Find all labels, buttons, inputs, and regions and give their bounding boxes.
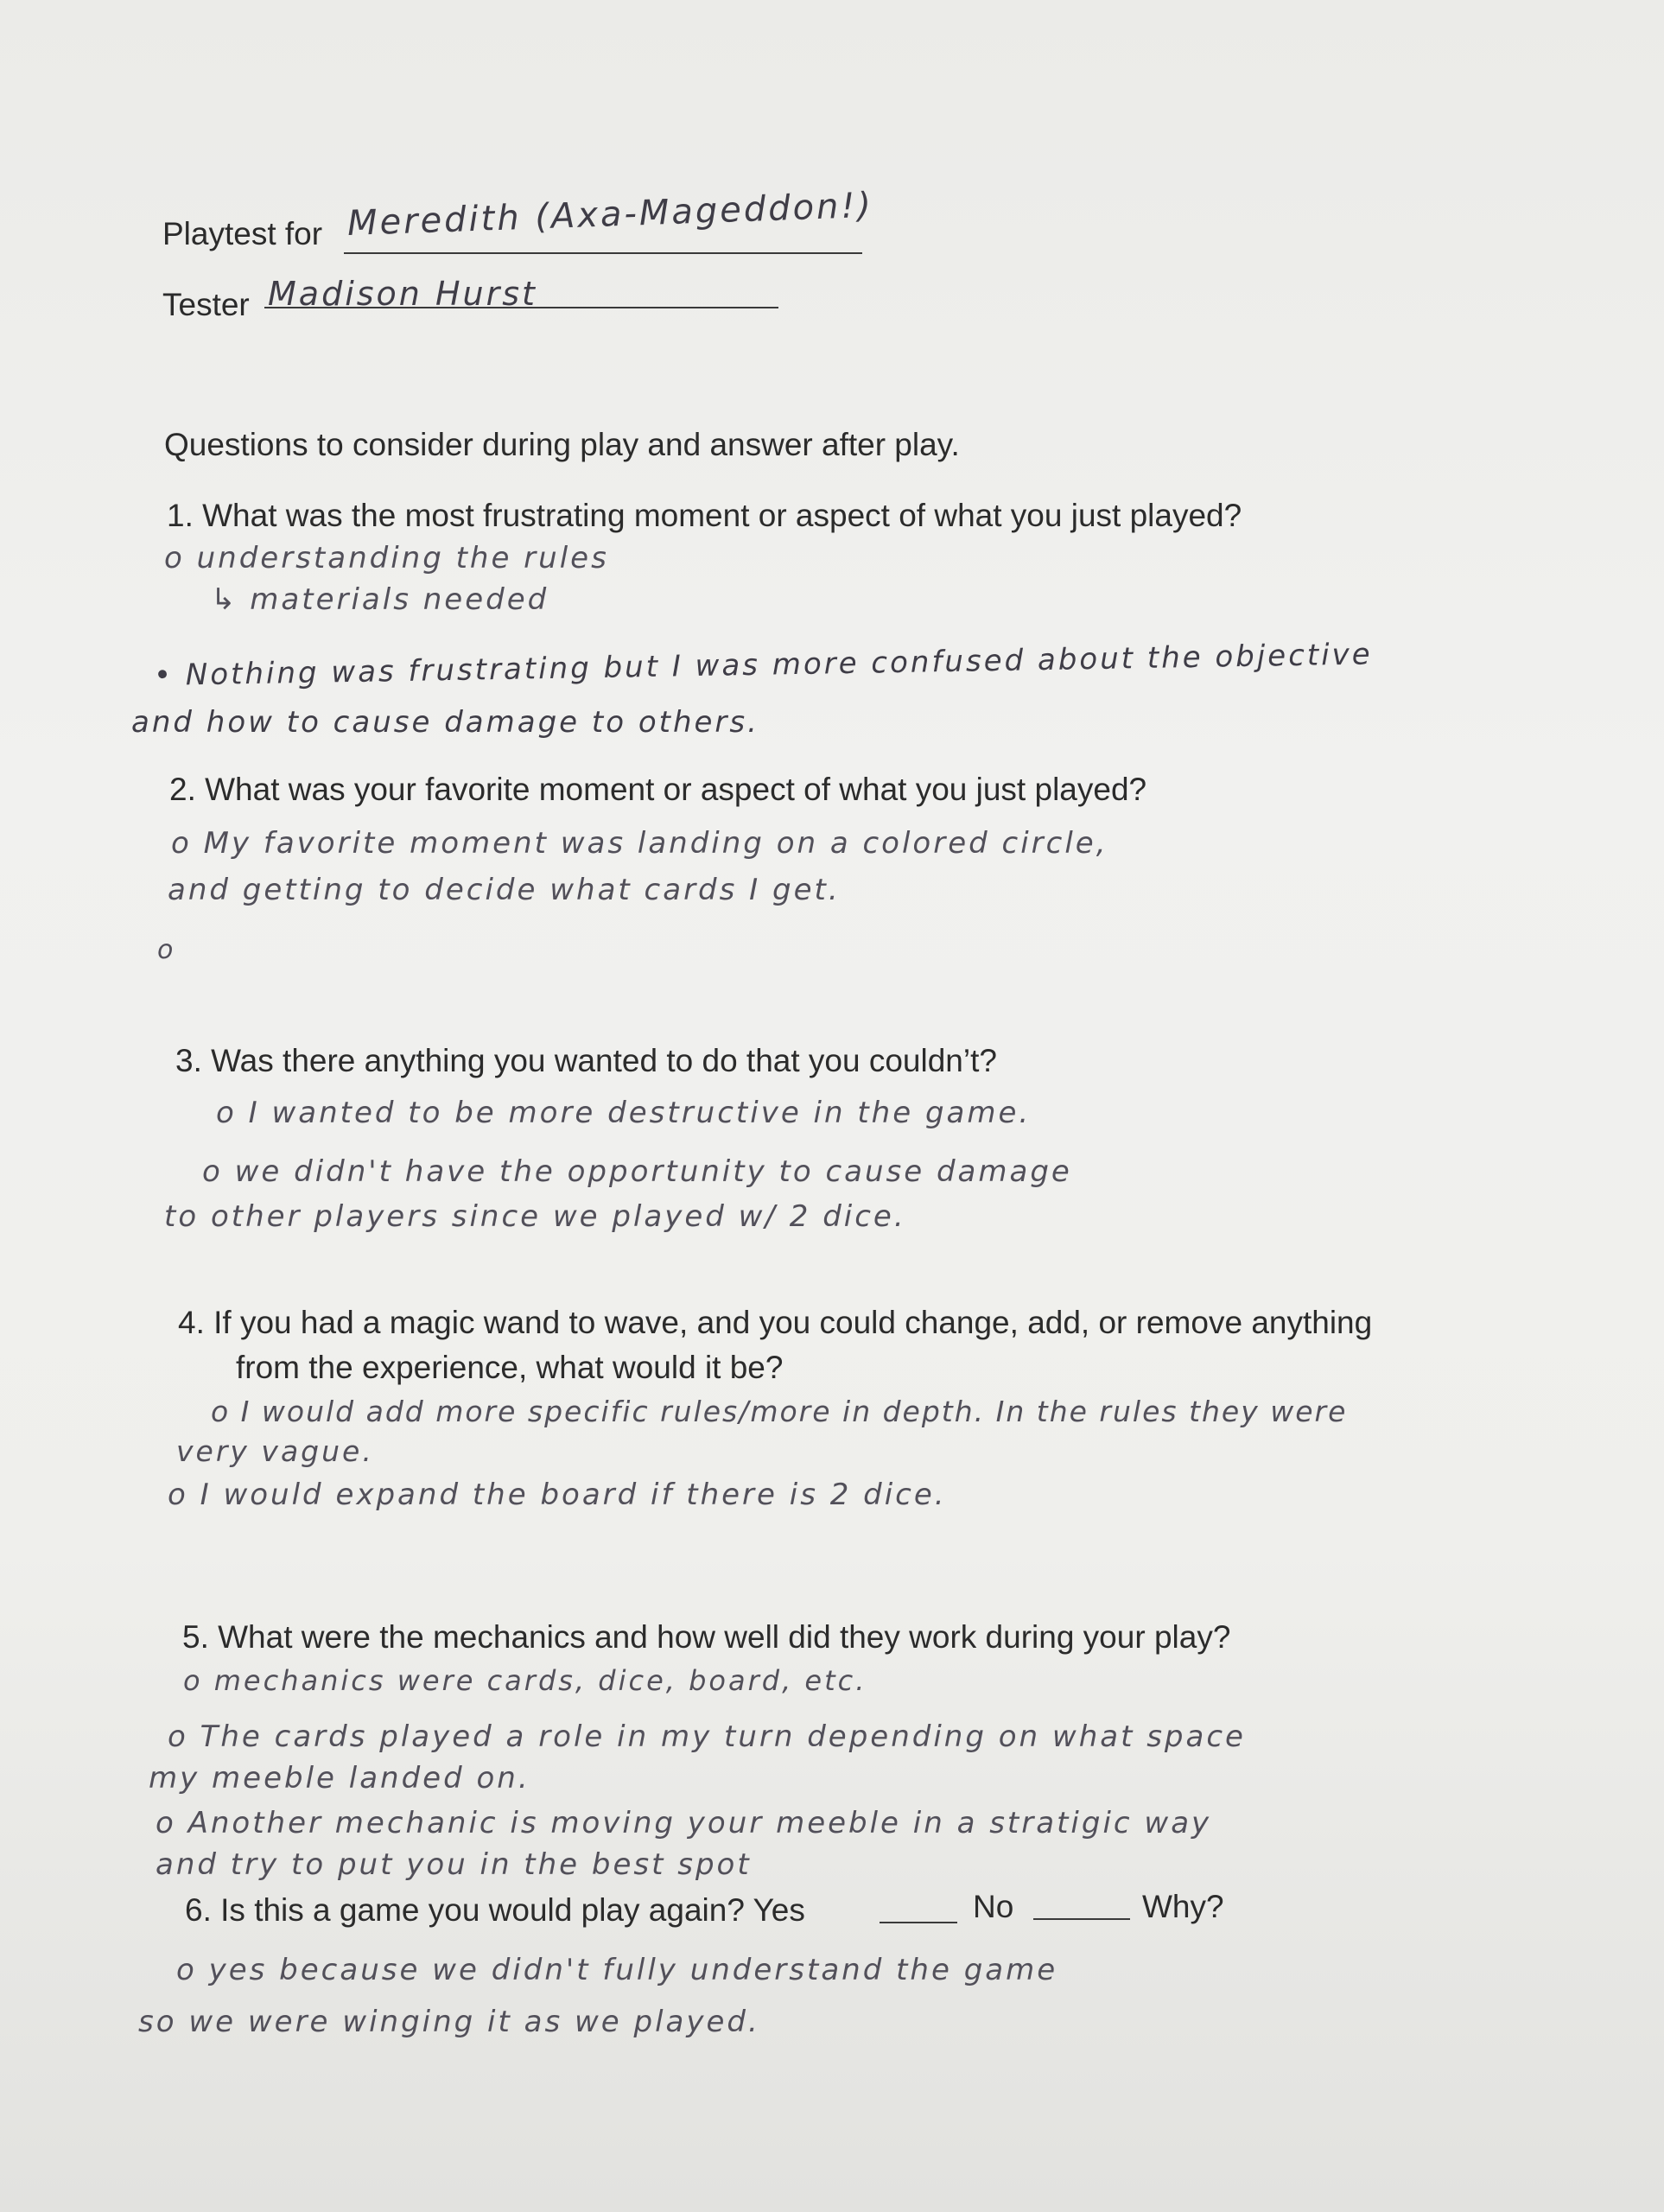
q6-yes-blank xyxy=(880,1922,957,1923)
q2-answer-1: o My favorite moment was landing on a colored circle, xyxy=(171,826,1108,861)
question-2: 2. What was your favorite moment or aspect of what you just played? xyxy=(169,772,1147,807)
q6-answer-1: o yes because we didn't fully understand the game xyxy=(176,1953,1058,1987)
question-5: 5. What were the mechanics and how well did they work during your play? xyxy=(182,1619,1231,1655)
q5-answer-2: o The cards played a role in my turn depending on what space xyxy=(168,1719,1246,1754)
playtest-underline xyxy=(344,252,862,254)
q1-answer-3: • Nothing was frustrating but I was more confused about the objective xyxy=(153,637,1373,693)
playtest-label: Playtest for xyxy=(162,216,323,251)
intro-text: Questions to consider during play and answer after play. xyxy=(164,427,960,462)
q5-answer-4: o Another mechanic is moving your meeble in a stratigic way xyxy=(156,1806,1212,1840)
q6-no-blank xyxy=(1033,1918,1130,1920)
q5-answer-3: my meeble landed on. xyxy=(149,1761,530,1796)
playtest-value: Meredith (Axa-Mageddon!) xyxy=(346,185,874,244)
q6-no-label: No xyxy=(973,1889,1014,1924)
q3-answer-1: o I wanted to be more destructive in the game. xyxy=(216,1096,1032,1130)
q5-answer-5: and try to put you in the best spot xyxy=(156,1847,752,1882)
q1-answer-1: o understanding the rules xyxy=(164,541,609,575)
q4-answer-1: o I would add more specific rules/more in depth. In the rules they were xyxy=(211,1395,1348,1428)
q6-answer-2: so we were winging it as we played. xyxy=(138,2005,760,2039)
q2-answer-2: and getting to decide what cards I get. xyxy=(168,873,841,907)
q1-answer-2: ↳ materials needed xyxy=(211,582,549,617)
q1-answer-4: and how to cause damage to others. xyxy=(131,705,759,740)
question-6: 6. Is this a game you would play again? Yes xyxy=(185,1892,805,1928)
tester-value: Madison Hurst xyxy=(268,275,537,313)
question-1: 1. What was the most frustrating moment or aspect of what you just played? xyxy=(167,498,1242,533)
tester-label: Tester xyxy=(162,287,250,322)
q4-answer-3: o I would expand the board if there is 2 dice. xyxy=(168,1478,947,1512)
q3-answer-3: to other players since we played w/ 2 dice. xyxy=(164,1199,906,1234)
q4-answer-2: very vague. xyxy=(176,1434,374,1468)
q3-answer-2: o we didn't have the opportunity to cause damage xyxy=(202,1154,1072,1189)
q5-answer-1: o mechanics were cards, dice, board, etc. xyxy=(183,1664,867,1697)
question-4-line2: from the experience, what would it be? xyxy=(236,1350,784,1385)
question-4-line1: 4. If you had a magic wand to wave, and you could change, add, or remove anything xyxy=(178,1305,1373,1340)
q6-why-label: Why? xyxy=(1142,1889,1224,1924)
q2-answer-3: o xyxy=(157,935,176,965)
question-3: 3. Was there anything you wanted to do that you couldn’t? xyxy=(175,1043,997,1078)
